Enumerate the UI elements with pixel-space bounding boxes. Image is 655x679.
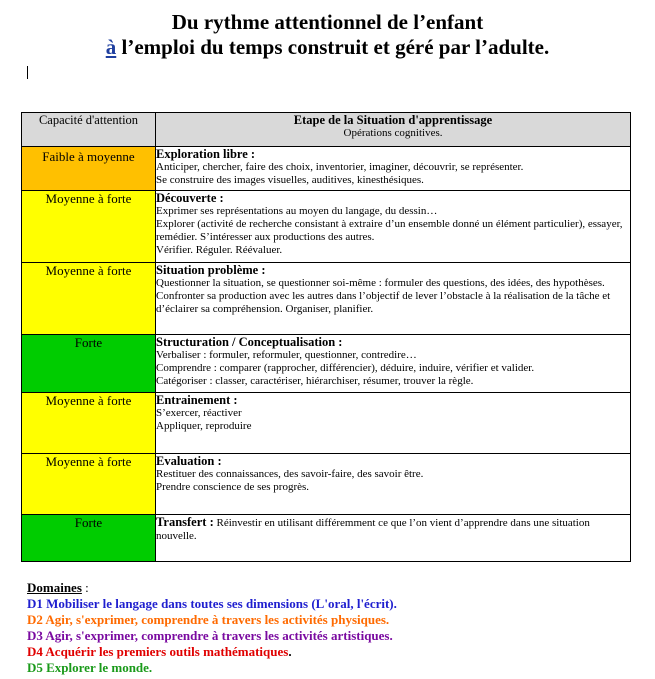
step-cell bbox=[156, 147, 631, 191]
step-heading: Evaluation : bbox=[156, 454, 222, 468]
domains-legend bbox=[27, 580, 397, 676]
table-row bbox=[22, 335, 631, 393]
capacity-cell: Forte bbox=[22, 335, 156, 393]
domain-d4-period: . bbox=[288, 644, 292, 659]
step-cell bbox=[156, 393, 631, 454]
step-cell bbox=[156, 335, 631, 393]
capacity-cell: Moyenne à forte bbox=[22, 393, 156, 454]
step-line: Catégoriser : classer, caractériser, hiérarchiser, résumer, trouver la règle. bbox=[156, 375, 474, 387]
title-line-2 bbox=[0, 35, 655, 60]
learning-steps-table bbox=[21, 112, 631, 562]
document-title bbox=[0, 10, 655, 60]
step-cell bbox=[156, 454, 631, 515]
capacity-cell: Moyenne à forte bbox=[22, 263, 156, 335]
step-heading: Exploration libre : bbox=[156, 147, 256, 161]
step-line: Anticiper, chercher, faire des choix, inventorier, imaginer, découvrir, se représenter. bbox=[156, 161, 524, 173]
step-line: Comprendre : comparer (rapprocher, différencier), déduire, induire, vérifier et valider. bbox=[156, 362, 535, 374]
step-line: Questionner la situation, se questionner soi-même : formuler des questions, des idées, des hypothèses. bbox=[156, 277, 605, 289]
step-cell bbox=[156, 263, 631, 335]
step-heading: Transfert : bbox=[156, 515, 214, 529]
step-heading: Situation problème : bbox=[156, 263, 266, 277]
step-line: Explorer (activité de recherche consistant à extraire d’un ensemble donné un élément particulier), essayer, remédier. S’intéresser aux productions des autres. bbox=[156, 218, 623, 243]
step-line: Exprimer ses représentations au moyen du langage, du dessin… bbox=[156, 205, 438, 217]
table-row bbox=[22, 263, 631, 335]
title-link-a[interactable]: à bbox=[105, 35, 117, 59]
domain-d3: D3 Agir, s'exprimer, comprendre à travers les activités artistiques. bbox=[27, 628, 393, 643]
domain-d4-text: D4 Acquérir les premiers outils mathématiques bbox=[27, 644, 289, 659]
step-line: Prendre conscience de ses progrès. bbox=[156, 481, 310, 493]
step-line: Confronter sa production avec les autres dans l’objectif de lever l’obstacle à la réalisation de la tâche et d’éclairer sa compréhension. Organiser, planifier. bbox=[156, 290, 611, 315]
capacity-cell: Faible à moyenne bbox=[22, 147, 156, 191]
capacity-cell: Moyenne à forte bbox=[22, 454, 156, 515]
step-line: Se construire des images visuelles, auditives, kinesthésiques. bbox=[156, 174, 424, 186]
domain-d1: D1 Mobiliser le langage dans toutes ses dimensions (L'oral, l'écrit). bbox=[27, 596, 397, 611]
step-line: S’exercer, réactiver bbox=[156, 407, 242, 419]
step-heading: Découverte : bbox=[156, 191, 224, 205]
table-row bbox=[22, 454, 631, 515]
title-line-2-rest: l’emploi du temps construit et géré par l’adulte. bbox=[116, 35, 550, 59]
step-cell bbox=[156, 191, 631, 263]
table-header-row bbox=[22, 113, 631, 147]
capacity-cell: Moyenne à forte bbox=[22, 191, 156, 263]
header-step bbox=[156, 113, 631, 147]
domains-heading: Domaines bbox=[27, 580, 82, 595]
step-line: Verbaliser : formuler, reformuler, questionner, contredire… bbox=[156, 349, 417, 361]
step-line: Vérifier. Réguler. Réévaluer. bbox=[156, 244, 283, 256]
step-line: Appliquer, reproduire bbox=[156, 420, 252, 432]
domains-heading-line bbox=[27, 580, 397, 596]
table-row bbox=[22, 393, 631, 454]
header-capacity: Capacité d'attention bbox=[22, 113, 156, 147]
step-heading: Entrainement : bbox=[156, 393, 238, 407]
step-line: Restituer des connaissances, des savoir-faire, des savoir être. bbox=[156, 468, 424, 480]
step-heading: Structuration / Conceptualisation : bbox=[156, 335, 343, 349]
table-row bbox=[22, 147, 631, 191]
text-cursor bbox=[27, 66, 28, 79]
step-line: Réinvestir en utilisant différemment ce que l’on vient d’apprendre dans une situation nouvelle. bbox=[156, 517, 590, 542]
domain-d4 bbox=[27, 644, 397, 660]
capacity-cell: Forte bbox=[22, 515, 156, 562]
header-step-subtitle: Opérations cognitives. bbox=[343, 127, 443, 139]
title-line-1: Du rythme attentionnel de l’enfant bbox=[171, 10, 484, 34]
step-cell bbox=[156, 515, 631, 562]
domain-d2: D2 Agir, s'exprimer, comprendre à travers les activités physiques. bbox=[27, 612, 390, 627]
domains-colon: : bbox=[81, 580, 89, 595]
domain-d5: D5 Explorer le monde. bbox=[27, 660, 153, 675]
table-row bbox=[22, 515, 631, 562]
header-step-title: Etape de la Situation d'apprentissage bbox=[293, 113, 493, 127]
table-row bbox=[22, 191, 631, 263]
